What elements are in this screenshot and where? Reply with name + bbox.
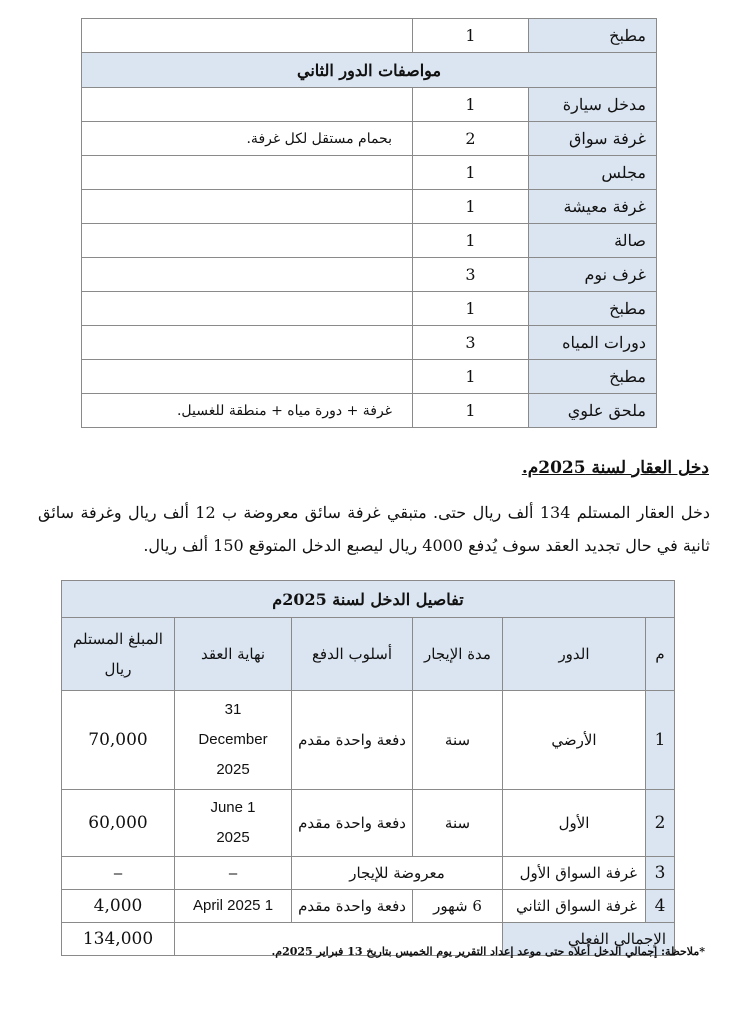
income-table-title: تفاصيل الدخل لسنة 2025م: [62, 581, 675, 618]
room-name: مدخل سيارة: [529, 88, 657, 122]
row-index: 2: [646, 790, 675, 857]
header-end: نهاية العقد: [175, 618, 292, 691]
room-name: غرفة سواق: [529, 122, 657, 156]
room-quantity: 3: [413, 326, 529, 360]
room-note: [82, 156, 413, 190]
room-name: ملحق علوي: [529, 394, 657, 428]
room-quantity: 1: [413, 19, 529, 53]
room-name: مطبخ: [529, 360, 657, 394]
table-row: [82, 360, 657, 394]
table-row: [82, 190, 657, 224]
table-row: [82, 258, 657, 292]
row-end-date: 1 April 2025: [175, 890, 292, 923]
header-amount-line2: ريال: [104, 660, 132, 678]
table-row: [82, 19, 657, 53]
table-row: [62, 857, 675, 890]
income-heading: دخل العقار لسنة 2025م.: [521, 458, 709, 478]
row-index: 1: [646, 691, 675, 790]
row-floor: الأول: [503, 790, 646, 857]
table-row: [82, 394, 657, 428]
room-note: [82, 360, 413, 394]
header-amount-line1: المبلغ المستلم: [73, 630, 163, 648]
row-payment: دفعة واحدة مقدم: [292, 890, 413, 923]
room-name: مطبخ: [529, 19, 657, 53]
table-row: [82, 224, 657, 258]
room-quantity: 1: [413, 224, 529, 258]
income-paragraph: دخل العقار المستلم 134 ألف ريال حتى. متبقي غرفة سائق معروضة ب 12 ألف ريال وغرفة سائق ثانية في حال تجديد العقد سوف يُدفع 4000 ريال ليصبع الدخل المتوقع 150 ألف ريال.: [38, 503, 710, 555]
table-row: [82, 292, 657, 326]
row-duration: سنة: [413, 790, 503, 857]
row-index: 3: [646, 857, 675, 890]
header-amount: [62, 618, 175, 691]
room-quantity: 1: [413, 88, 529, 122]
row-status: معروضة للإيجار: [292, 857, 503, 890]
income-details-table: [61, 580, 675, 956]
row-end-date: –: [175, 857, 292, 890]
section-row: [82, 53, 657, 88]
table-header-row: [62, 618, 675, 691]
row-amount: 4,000: [62, 890, 175, 923]
header-duration: مدة الإيجار: [413, 618, 503, 691]
room-note: [82, 258, 413, 292]
room-note: [82, 88, 413, 122]
room-note: [82, 326, 413, 360]
second-floor-section-title: مواصفات الدور الثاني: [82, 53, 657, 88]
row-duration: سنة: [413, 691, 503, 790]
table-row: [82, 326, 657, 360]
total-amount: 134,000: [62, 923, 175, 956]
header-payment: أسلوب الدفع: [292, 618, 413, 691]
room-note: [82, 224, 413, 258]
room-quantity: 2: [413, 122, 529, 156]
room-note: غرفة + دورة مياه + منطقة للغسيل.: [82, 394, 413, 428]
table-row: [62, 790, 675, 857]
room-name: مطبخ: [529, 292, 657, 326]
table-row: [82, 122, 657, 156]
row-amount: 70,000: [62, 691, 175, 790]
room-name: غرفة معيشة: [529, 190, 657, 224]
room-name: مجلس: [529, 156, 657, 190]
row-amount: –: [62, 857, 175, 890]
room-note: [82, 292, 413, 326]
room-name: غرف نوم: [529, 258, 657, 292]
row-amount: 60,000: [62, 790, 175, 857]
row-floor: غرفة السواق الثاني: [503, 890, 646, 923]
specifications-table: [81, 18, 657, 428]
table-row: [62, 890, 675, 923]
room-name: دورات المياه: [529, 326, 657, 360]
table-row: [82, 156, 657, 190]
row-index: 4: [646, 890, 675, 923]
end-date-year: 2025: [216, 829, 250, 846]
row-duration: 6 شهور: [413, 890, 503, 923]
row-end-date: [175, 790, 292, 857]
header-floor: الدور: [503, 618, 646, 691]
room-quantity: 1: [413, 156, 529, 190]
row-payment: دفعة واحدة مقدم: [292, 691, 413, 790]
footnote: *ملاحظة: إجمالي الدخل أعلاه حتى موعد إعداد التقرير يوم الخميس بتاريخ 13 فبراير 2025م.: [271, 945, 705, 958]
total-label: الإجمالي الفعلي: [503, 923, 675, 956]
table-title-row: [62, 581, 675, 618]
room-quantity: 3: [413, 258, 529, 292]
end-date-year: 2025: [216, 761, 250, 778]
table-row: [82, 88, 657, 122]
room-name: صالة: [529, 224, 657, 258]
room-quantity: 1: [413, 360, 529, 394]
end-date-month: December: [198, 731, 268, 748]
row-payment: دفعة واحدة مقدم: [292, 790, 413, 857]
room-quantity: 1: [413, 292, 529, 326]
room-note: [82, 190, 413, 224]
row-floor: غرفة السواق الأول: [503, 857, 646, 890]
end-date-day: 31: [224, 701, 242, 718]
header-index: م: [646, 618, 675, 691]
row-floor: الأرضي: [503, 691, 646, 790]
table-row: [62, 691, 675, 790]
room-quantity: 1: [413, 190, 529, 224]
room-note: بحمام مستقل لكل غرفة.: [82, 122, 413, 156]
room-note: [82, 19, 413, 53]
room-quantity: 1: [413, 394, 529, 428]
end-date-day-month: 1 June: [210, 799, 256, 816]
row-end-date: [175, 691, 292, 790]
